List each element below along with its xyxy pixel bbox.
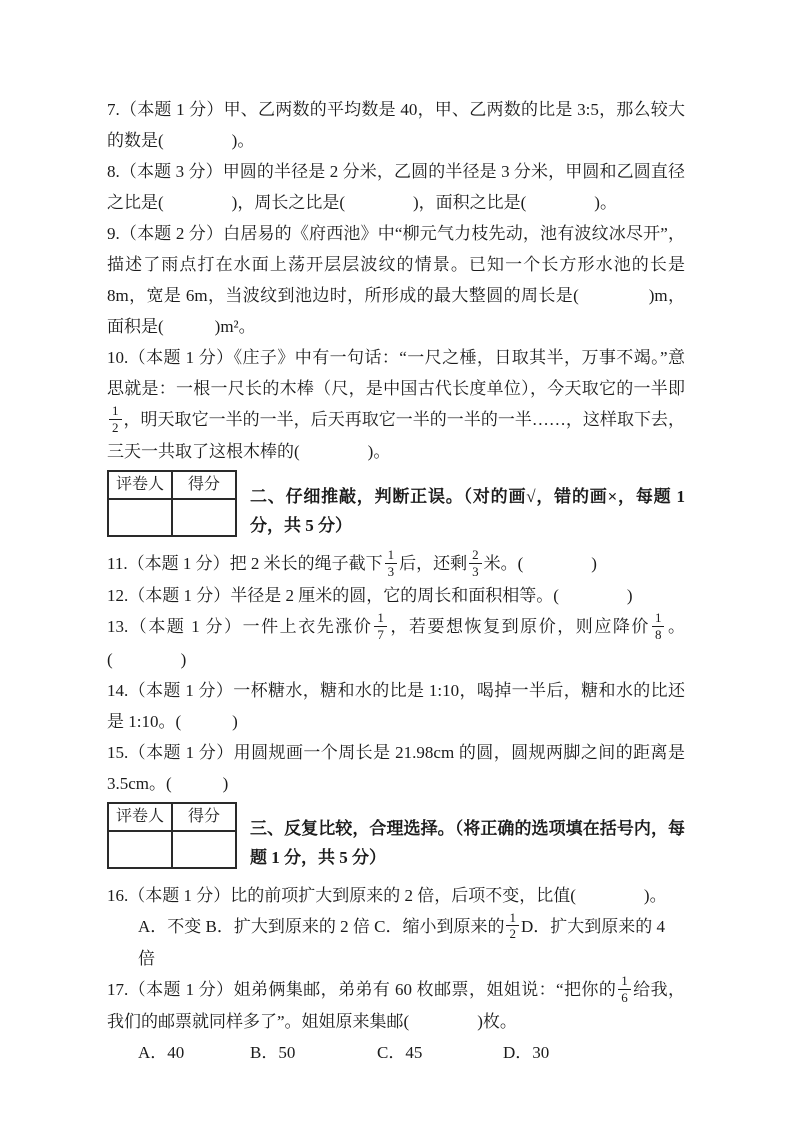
question-12: 12.（本题 1 分）半径是 2 厘米的圆，它的周长和面积相等。( ) (107, 586, 633, 606)
grader-table-empty-cell (172, 831, 236, 868)
question-11: 11.（本题 1 分）把 2 米长的绳子截下 $\frac{1}{3}$ 后，还剩 $\frac{2}{3}$ 米。( ) (107, 547, 597, 579)
fraction: $\frac{2}{3}$ (469, 548, 482, 578)
option-label: C．45 (377, 1043, 423, 1063)
grader-table-header-cell: 评卷人 (108, 471, 172, 499)
grader-table-header-cell: 得分 (172, 471, 236, 499)
grader-score-table (107, 802, 237, 869)
option-label: B．50 (250, 1043, 296, 1063)
option-label: D．30 (503, 1043, 550, 1063)
question-7: 7.（本题 1 分）甲、乙两数的平均数是 40，甲、乙两数的比是 3:5，那么较大的数是( )。 (107, 100, 685, 150)
grader-table-header-cell: 得分 (172, 803, 236, 831)
question-17-options (107, 1037, 685, 1068)
question-8: 8.（本题 3 分）甲圆的半径是 2 分米，乙圆的半径是 3 分米，甲圆和乙圆直径之比是( )，周长之比是( )，面积之比是( )。 (107, 162, 685, 212)
section-2-grader (107, 470, 685, 540)
exam-content (107, 94, 685, 1068)
fraction: $\frac{1}{7}$ (374, 611, 387, 641)
question-10: 10.（本题 1 分）《庄子》中有一句话：“一尺之棰，日取其半，万事不竭。”意思就是：一根一尺长的木棒（尺，是中国古代长度单位），今天取它的一半即 $\frac{1}{2}$ ，明天取它一半的一半，后天再取它一半的一半的一半……，这样取下去，三天一共取了这根木棒的( )。 (107, 348, 685, 462)
section-3-grader-title: 三、反复比较，合理选择。（将正确的选项填在括号内，每题 1 分，共 5 分） (250, 818, 685, 867)
fraction: $\frac{1}{2}$ (506, 911, 519, 941)
question-13: 13.（本题 1 分）一件上衣先涨价 $\frac{1}{7}$ ，若要想恢复到原价，则应降价 $\frac{1}{8}$ 。( ) (107, 610, 686, 669)
fraction: $\frac{1}{3}$ (385, 548, 398, 578)
fraction: $\frac{1}{6}$ (618, 974, 631, 1004)
grader-score-table (107, 470, 237, 537)
question-9: 9.（本题 2 分）白居易的《府西池》中“柳元气力枝先动，池有波纹冰尽开”，描述了雨点打在水面上荡开层层波纹的情景。已知一个长方形水池的长是 8m，宽是 6m，当波纹到池边时，所形成的最大整圆的周长是( )m，面积是( )m²。 (107, 224, 685, 336)
option-label: A．40 (138, 1043, 185, 1063)
grader-table-header-cell: 评卷人 (108, 803, 172, 831)
fraction: $\frac{1}{2}$ (109, 404, 122, 434)
grader-table-empty-cell (108, 499, 172, 536)
question-16-options: A．不变 B．扩大到原来的 2 倍 C．缩小到原来的 $\frac{1}{2}$ D．扩大到原来的 4 倍 (138, 909, 665, 968)
question-15: 15.（本题 1 分）用圆规画一个周长是 21.98cm 的圆，圆规两脚之间的距离是 3.5cm。( ) (107, 742, 685, 793)
section-3-grader (107, 802, 685, 872)
question-16: 16.（本题 1 分）比的前项扩大到原来的 2 倍，后项不变，比值( )。 (107, 885, 667, 905)
grader-table-empty-cell (108, 831, 172, 868)
grader-table-empty-cell (172, 499, 236, 536)
question-14: 14.（本题 1 分）一杯糖水，糖和水的比是 1:10，喝掉一半后，糖和水的比还是 1:10。( ) (107, 680, 685, 731)
question-17: 17.（本题 1 分）姐弟俩集邮，弟弟有 60 枚邮票，姐姐说：“把你的 $\frac{1}{6}$ 给我，我们的邮票就同样多了”。姐姐原来集邮( )枚。 (107, 972, 686, 1032)
section-2-grader-title: 二、仔细推敲，判断正误。（对的画√，错的画×，每题 1 分，共 5 分） (250, 487, 685, 536)
fraction: $\frac{1}{8}$ (652, 611, 665, 641)
